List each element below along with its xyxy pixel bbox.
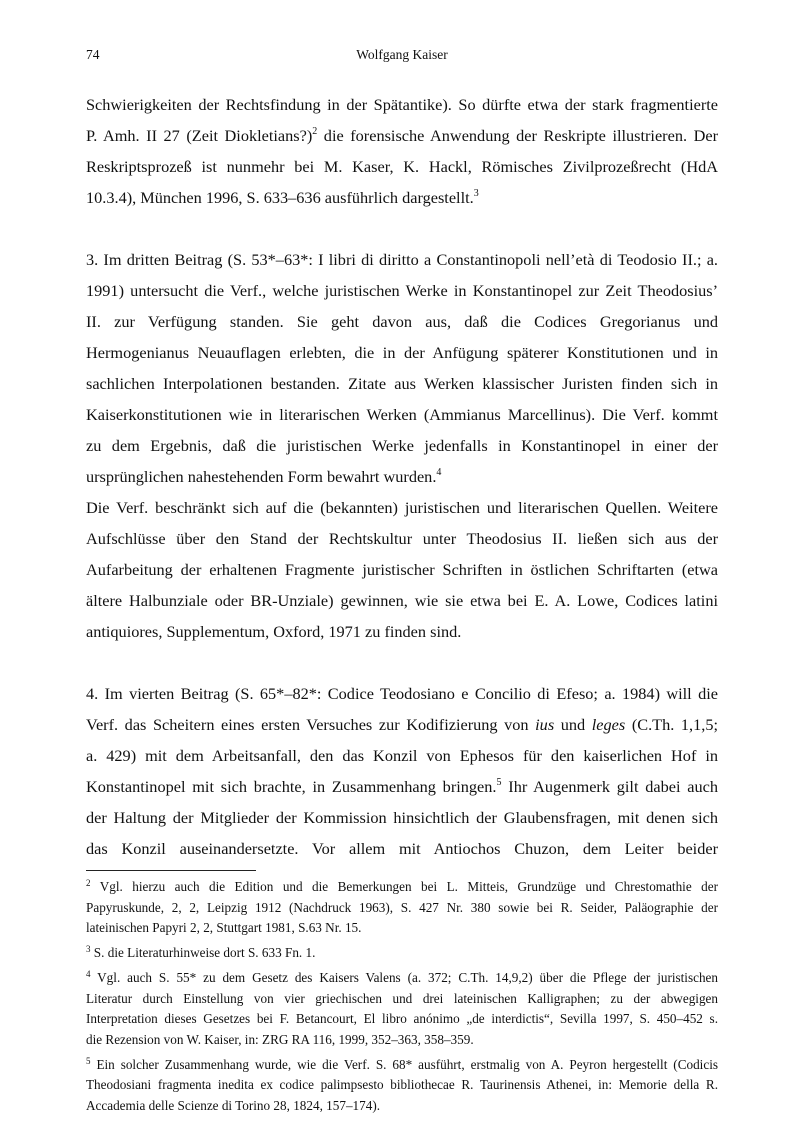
italic-text: leges xyxy=(591,715,626,734)
text-line xyxy=(86,523,718,554)
text-segment: Konstantinopel mit sich brachte, in Zusammenhang bringen. xyxy=(86,777,497,796)
text-line xyxy=(86,1009,718,1030)
text-line xyxy=(86,585,718,616)
text-line xyxy=(86,898,718,919)
italic-text: ius xyxy=(535,715,555,734)
footnote-marker: 3 xyxy=(473,188,479,199)
paragraph xyxy=(86,492,718,647)
text-line xyxy=(86,1075,718,1096)
text-segment: (C.Th. 1,1,5; xyxy=(625,715,719,734)
text-segment: Papyruskunde, 2, 2, Leipzig 1912 (Nachdruck 1963), S. 427 Nr. 380 sowie bei R. Seider, Paläographie der xyxy=(86,899,718,915)
text-line xyxy=(86,877,718,898)
text-segment: II. zur Verfügung standen. Sie geht davon aus, daß die Codices Gregorianus und xyxy=(86,312,718,331)
text-segment: das Konzil auseinandersetzte. Vor allem mit Antiochos Chuzon, dem Leiter beider xyxy=(86,839,718,858)
text-line xyxy=(86,1096,718,1117)
text-line xyxy=(86,306,718,337)
text-line xyxy=(86,461,718,492)
text-segment: Kaiserkonstitutionen wie in literarischen Werken (Ammianus Marcellinus). Die Verf. kommt xyxy=(86,405,718,424)
text-line xyxy=(86,833,718,864)
text-line xyxy=(86,771,718,802)
running-header xyxy=(86,47,718,67)
text-line xyxy=(86,616,718,647)
running-head-author: Wolfgang Kaiser xyxy=(356,47,448,62)
text-line xyxy=(86,151,718,182)
text-segment: ältere Halbunziale oder BR-Unziale) gewinnen, wie sie etwa bei E. A. Lowe, Codices latini xyxy=(86,591,718,610)
text-segment: die Rezension von W. Kaiser, in: ZRG RA 116, 1999, 352–363, 358–359. xyxy=(86,1031,474,1047)
text-line xyxy=(86,244,718,275)
footnote-marker: 2 xyxy=(312,126,318,137)
text-segment: Aufschlüsse über den Stand der Rechtskultur unter Theodosius II. ließen sich aus der xyxy=(86,529,718,548)
text-segment: Aufarbeitung der erhaltenen Fragmente juristischer Schriften in östlichen Schriftarten (etwa xyxy=(86,560,718,579)
footnote-marker: 4 xyxy=(86,969,91,979)
text-segment: sachlichen Interpolationen bestanden. Zitate aus Werken klassischer Juristen finden sich in xyxy=(86,374,718,393)
text-line xyxy=(86,968,718,989)
text-segment: Die Verf. beschränkt sich auf die (bekannten) juristischen und literarischen Quellen. Weitere xyxy=(86,498,718,517)
text-segment: Schwierigkeiten der Rechtsfindung in der Spätantike). So dürfte etwa der stark fragmentierte xyxy=(86,95,718,114)
text-line xyxy=(86,554,718,585)
text-line xyxy=(86,802,718,833)
text-segment: 10.3.4), München 1996, S. 633–636 ausführlich dargestellt. xyxy=(86,188,474,207)
text-line xyxy=(86,89,718,120)
text-segment: 4. Im vierten Beitrag (S. 65*–82*: Codice Teodosiano e Concilio di Efeso; a. 1984) will die xyxy=(86,684,718,703)
text-segment: Theodosiani fragmenta inedita ex codice palimpsesto bibliothecae R. Taurinensis Athenei, in: Memorie della R. xyxy=(86,1077,718,1092)
footnote xyxy=(86,968,718,1050)
footnote xyxy=(86,877,718,939)
text-line xyxy=(86,1055,718,1076)
footnote-marker: 2 xyxy=(86,878,91,888)
text-segment: Ein solcher Zusammenhang wurde, wie die Verf. S. 68* ausführt, erstmalig von A. Peyron hergestellt (Codicis xyxy=(90,1056,718,1072)
footnote xyxy=(86,943,718,964)
text-line xyxy=(86,120,718,151)
text-segment: Vgl. auch S. 55* zu dem Gesetz des Kaisers Valens (a. 372; C.Th. 14,9,2) über die Pflege der juristischen xyxy=(90,970,718,985)
footnote-marker: 5 xyxy=(86,1055,91,1066)
text-line xyxy=(86,709,718,740)
footnote-marker: 3 xyxy=(86,944,91,954)
paragraph xyxy=(86,89,718,213)
text-line xyxy=(86,678,718,709)
text-segment: der Haltung der Mitglieder der Kommission hinsichtlich der Glaubensfragen, mit denen sich xyxy=(86,808,718,827)
text-segment: S. die Literaturhinweise dort S. 633 Fn. 1. xyxy=(90,945,316,960)
text-line xyxy=(86,740,718,771)
footnote-marker: 5 xyxy=(496,777,502,788)
text-segment: P. Amh. II 27 (Zeit Diokletians?) xyxy=(86,126,313,145)
page-number: 74 xyxy=(86,47,100,62)
text-line xyxy=(86,1030,718,1051)
text-segment: die forensische Anwendung der Reskripte illustrieren. Der xyxy=(317,126,718,145)
text-line xyxy=(86,918,718,939)
text-segment: Ihr Augenmerk gilt dabei auch xyxy=(501,777,719,796)
text-line xyxy=(86,943,718,964)
main-text xyxy=(86,89,718,864)
text-line xyxy=(86,182,718,213)
text-line xyxy=(86,368,718,399)
paragraph xyxy=(86,678,718,864)
text-segment: 1991) untersucht die Verf., welche juristischen Werke in Konstantinopel zur Zeit Theodosius’ xyxy=(86,281,718,300)
text-segment: Interpretation dieses Gesetzes bei F. Betancourt, El libro anónimo „de interdictis“, Sevilla 1997, S. 450–452 s. xyxy=(86,1011,718,1026)
text-segment: Vgl. hierzu auch die Edition und die Bemerkungen bei L. Mitteis, Grundzüge und Chrestomathie der xyxy=(90,879,718,894)
paragraph xyxy=(86,244,718,492)
text-line xyxy=(86,492,718,523)
text-segment: antiquiores, Supplementum, Oxford, 1971 zu finden sind. xyxy=(86,622,462,641)
text-segment: lateinischen Papyri 2, 2, Stuttgart 1981, S.63 Nr. 15. xyxy=(86,920,362,935)
text-segment: zu dem Ergebnis, daß die juristischen Werke jedenfalls in Konstantinopel in einer der xyxy=(86,436,718,455)
text-segment: und xyxy=(554,715,592,734)
text-segment: 3. Im dritten Beitrag (S. 53*–63*: I libri di diritto a Constantinopoli nell’età di Teodosio II.; a. xyxy=(86,250,718,269)
text-line xyxy=(86,337,718,368)
footnote xyxy=(86,1055,718,1117)
footnote-marker: 4 xyxy=(436,467,442,478)
text-segment: Hermogenianus Neuauflagen erlebten, die in der Anfügung späterer Konstitutionen und in xyxy=(86,343,718,362)
text-segment: Literatur durch Einstellung von vier griechischen und drei lateinischen Kalligraphen; zu der abwegigen xyxy=(86,990,718,1006)
text-line xyxy=(86,430,718,461)
text-line xyxy=(86,275,718,306)
text-line xyxy=(86,399,718,430)
text-segment: a. 429) mit dem Arbeitsanfall, den das Konzil von Ephesos für den kaiserlichen Hof in xyxy=(86,746,718,765)
text-segment: Verf. das Scheitern eines ersten Versuches zur Kodifizierung von xyxy=(86,715,536,734)
text-line xyxy=(86,989,718,1010)
footnote-separator xyxy=(86,870,256,871)
text-segment: Accademia delle Scienze di Torino 28, 1824, 157–174). xyxy=(86,1097,381,1113)
text-segment: ursprünglichen nahestehenden Form bewahrt wurden. xyxy=(86,467,437,486)
text-segment: Reskriptsprozeß ist nunmehr bei M. Kaser, K. Hackl, Römisches Zivilprozeßrecht (HdA xyxy=(86,157,718,176)
footnotes xyxy=(86,877,718,1121)
